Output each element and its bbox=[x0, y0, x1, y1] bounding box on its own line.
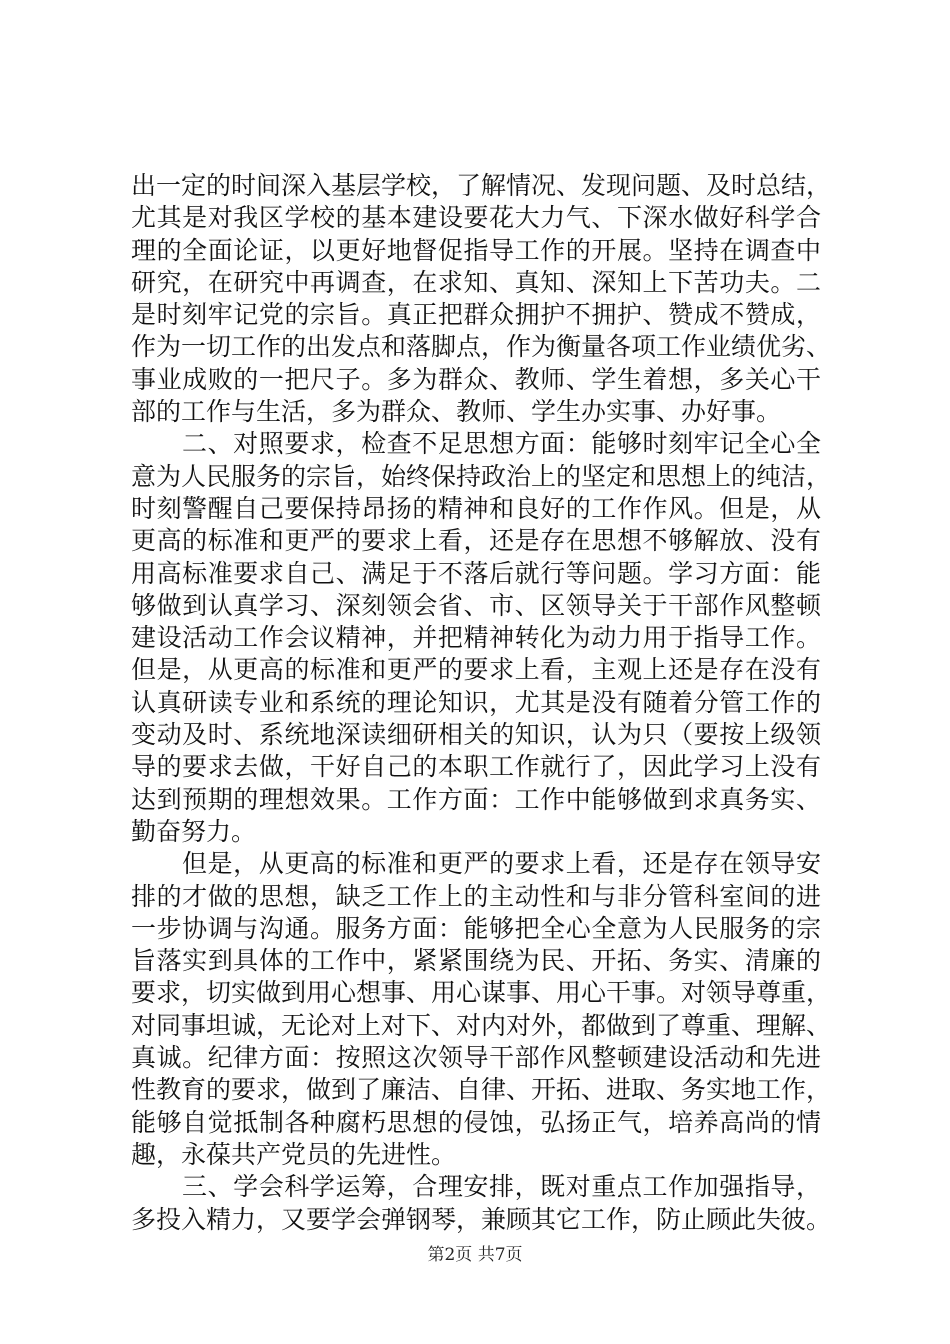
text-line: 建设活动工作会议精神，并把精神转化为动力用于指导工作。 bbox=[131, 623, 821, 653]
text-line: 对同事坦诚，无论对上对下、对内对外，都做到了尊重、理解、 bbox=[131, 1010, 832, 1040]
text-line: 够做到认真学习、深刻领会省、市、区领导关于干部作风整顿 bbox=[131, 590, 821, 620]
text-line: 但是，从更高的标准和更严的要求上看，还是存在领导安 bbox=[182, 849, 821, 879]
text-line: 一步协调与沟通。服务方面：能够把全心全意为人民服务的宗 bbox=[131, 913, 821, 943]
text-line: 导的要求去做，干好自己的本职工作就行了，因此学习上没有 bbox=[131, 752, 821, 782]
text-line: 二、对照要求，检查不足思想方面：能够时刻牢记全心全 bbox=[182, 429, 821, 459]
text-line: 性教育的要求，做到了廉洁、自律、开拓、进取、务实地工作， bbox=[131, 1075, 832, 1105]
text-line: 出一定的时间深入基层学校，了解情况、发现问题、及时总结， bbox=[131, 171, 832, 200]
text-line: 意为人民服务的宗旨，始终保持政治上的坚定和思想上的纯洁， bbox=[131, 461, 832, 491]
text-line: 三、学会科学运筹，合理安排，既对重点工作加强指导， bbox=[182, 1172, 821, 1202]
text-line: 能够自觉抵制各种腐朽思想的侵蚀，弘扬正气，培养高尚的情 bbox=[131, 1107, 821, 1137]
text-line: 是时刻牢记党的宗旨。真正把群众拥护不拥护、赞成不赞成， bbox=[131, 300, 821, 330]
text-line: 时刻警醒自己要保持昂扬的精神和良好的工作作风。但是，从 bbox=[131, 493, 821, 523]
text-line: 真诚。纪律方面：按照这次领导干部作风整顿建设活动和先进 bbox=[131, 1043, 821, 1073]
text-line: 理的全面论证，以更好地督促指导工作的开展。坚持在调查中 bbox=[131, 235, 821, 265]
text-line: 达到预期的理想效果。工作方面：工作中能够做到求真务实、 bbox=[131, 784, 821, 814]
text-line: 排的才做的思想，缺乏工作上的主动性和与非分管科室间的进 bbox=[131, 881, 821, 911]
text-line: 要求，切实做到用心想事、用心谋事、用心干事。对领导尊重， bbox=[131, 978, 832, 1008]
text-line: 部的工作与生活，多为群众、教师、学生办实事、办好事。 bbox=[131, 397, 782, 427]
text-line: 认真研读专业和系统的理论知识，尤其是没有随着分管工作的 bbox=[131, 687, 821, 717]
text-line: 但是，从更高的标准和更严的要求上看，主观上还是存在没有 bbox=[131, 655, 821, 685]
text-line: 作为一切工作的出发点和落脚点，作为衡量各项工作业绩优劣、 bbox=[131, 332, 832, 362]
text-line: 勤奋努力。 bbox=[131, 816, 257, 846]
text-line: 研究，在研究中再调查，在求知、真知、深知上下苦功夫。二 bbox=[131, 267, 821, 297]
text-line: 事业成败的一把尺子。多为群众、教师、学生着想，多关心干 bbox=[131, 364, 821, 394]
text-line: 更高的标准和更严的要求上看，还是存在思想不够解放、没有 bbox=[131, 526, 821, 556]
text-line: 多投入精力，又要学会弹钢琴，兼顾其它工作，防止顾此失彼。 bbox=[131, 1204, 832, 1234]
page-footer: 第2页 共7页 bbox=[427, 1245, 523, 1265]
text-line: 变动及时、系统地深读细研相关的知识，认为只（要按上级领 bbox=[131, 720, 821, 750]
text-line: 尤其是对我区学校的基本建设要花大力气、下深水做好科学合 bbox=[131, 203, 821, 233]
text-line: 旨落实到具体的工作中，紧紧围绕为民、开拓、务实、清廉的 bbox=[131, 946, 821, 976]
text-line: 趣，永葆共产党员的先进性。 bbox=[131, 1139, 457, 1169]
text-line: 用高标准要求自己、满足于不落后就行等问题。学习方面：能 bbox=[131, 558, 821, 588]
body-text bbox=[131, 170, 832, 1236]
